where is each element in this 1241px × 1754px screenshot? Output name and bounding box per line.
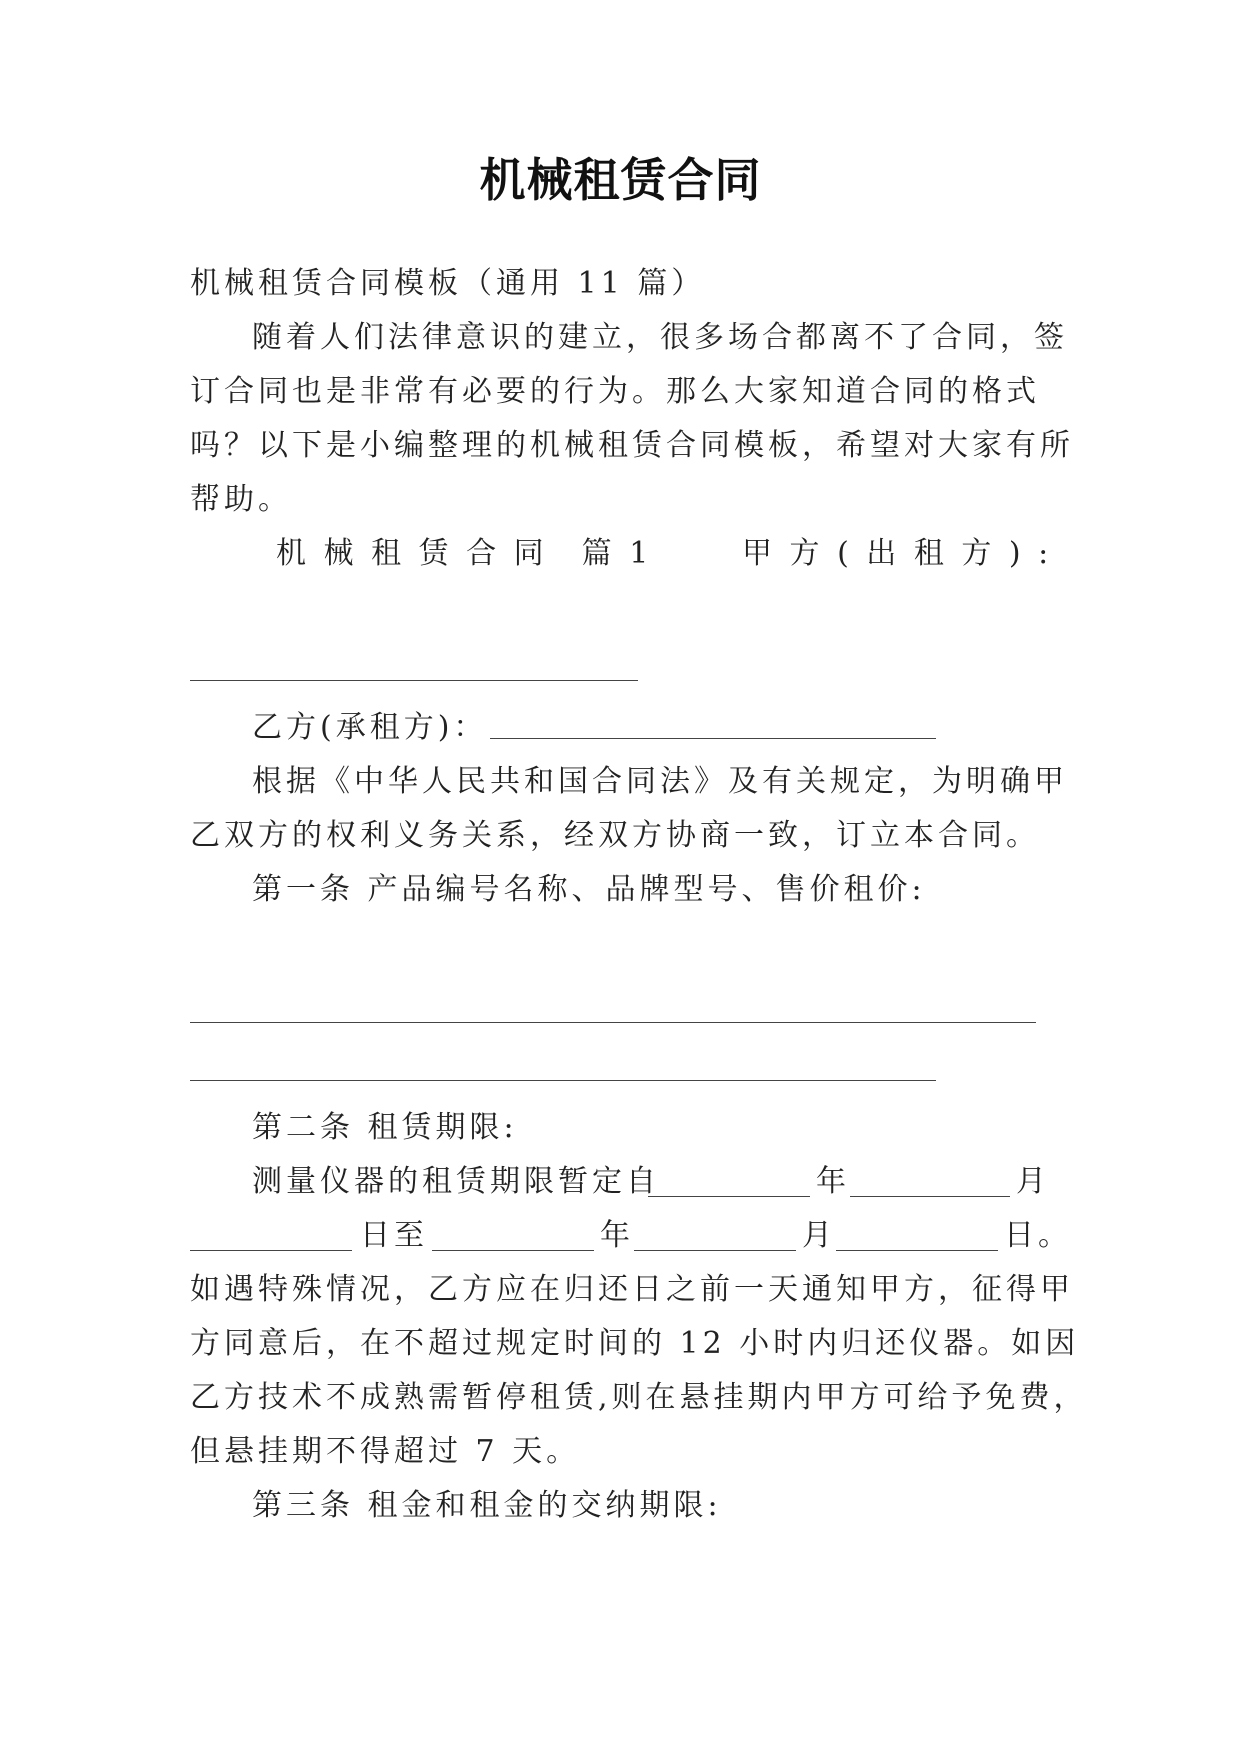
clause-1-heading: 第一条 产品编号名称、品牌型号、售价租价: — [252, 872, 926, 907]
party-a-label: 甲 方 ( 出 租 方 ) : — [742, 536, 1053, 571]
party-b-label: 乙方(承租方)： — [252, 710, 488, 745]
intro-line-1: 随着人们法律意识的建立，很多场合都离不了合同，签 — [252, 320, 1068, 355]
intro-line-2: 订合同也是非常有必要的行为。那么大家知道合同的格式 — [190, 374, 1040, 409]
basis-line-1: 根据《中华人民共和国合同法》及有关规定，为明确甲 — [252, 764, 1068, 799]
end-day-blank — [836, 1250, 998, 1251]
party-a-blank-line — [190, 680, 638, 681]
party-b-blank-line — [490, 738, 936, 739]
term-line-4: 方同意后，在不超过规定时间的 12 小时内归还仪器。如因 — [190, 1326, 1080, 1361]
end-year-blank — [432, 1250, 594, 1251]
document-title: 机械租赁合同 — [479, 153, 762, 207]
end-month-label: 月 — [802, 1218, 836, 1253]
clause-3-heading: 第三条 租金和租金的交纳期限: — [252, 1488, 722, 1523]
product-blank-line-1 — [190, 1022, 1036, 1023]
end-year-label: 年 — [600, 1218, 634, 1253]
document-subtitle: 机械租赁合同模板（通用 11 篇） — [190, 266, 706, 301]
term-line-6: 但悬挂期不得超过 7 天。 — [190, 1434, 581, 1469]
term-line-3: 如遇特殊情况，乙方应在归还日之前一天通知甲方，征得甲 — [190, 1272, 1074, 1307]
day-to-label: 日至 — [360, 1218, 428, 1253]
intro-line-4: 帮助。 — [190, 482, 292, 517]
intro-line-3: 吗？以下是小编整理的机械租赁合同模板，希望对大家有所 — [190, 428, 1074, 463]
clause-2-heading: 第二条 租赁期限: — [252, 1110, 518, 1145]
start-month-label: 月 — [1016, 1164, 1050, 1199]
article-heading: 机 械 租 赁 合 同 篇 1 — [276, 536, 653, 571]
term-line-5: 乙方技术不成熟需暂停租赁,则在悬挂期内甲方可给予免费， — [190, 1380, 1088, 1415]
end-day-label: 日。 — [1004, 1218, 1072, 1253]
term-line-1-start: 测量仪器的租赁期限暂定自 — [252, 1164, 660, 1199]
start-year-blank — [648, 1196, 810, 1197]
basis-line-2: 乙双方的权利义务关系，经双方协商一致，订立本合同。 — [190, 818, 1040, 853]
end-month-blank — [634, 1250, 796, 1251]
product-blank-line-2 — [190, 1080, 936, 1081]
start-year-label: 年 — [816, 1164, 850, 1199]
start-day-blank — [190, 1250, 352, 1251]
start-month-blank — [850, 1196, 1010, 1197]
